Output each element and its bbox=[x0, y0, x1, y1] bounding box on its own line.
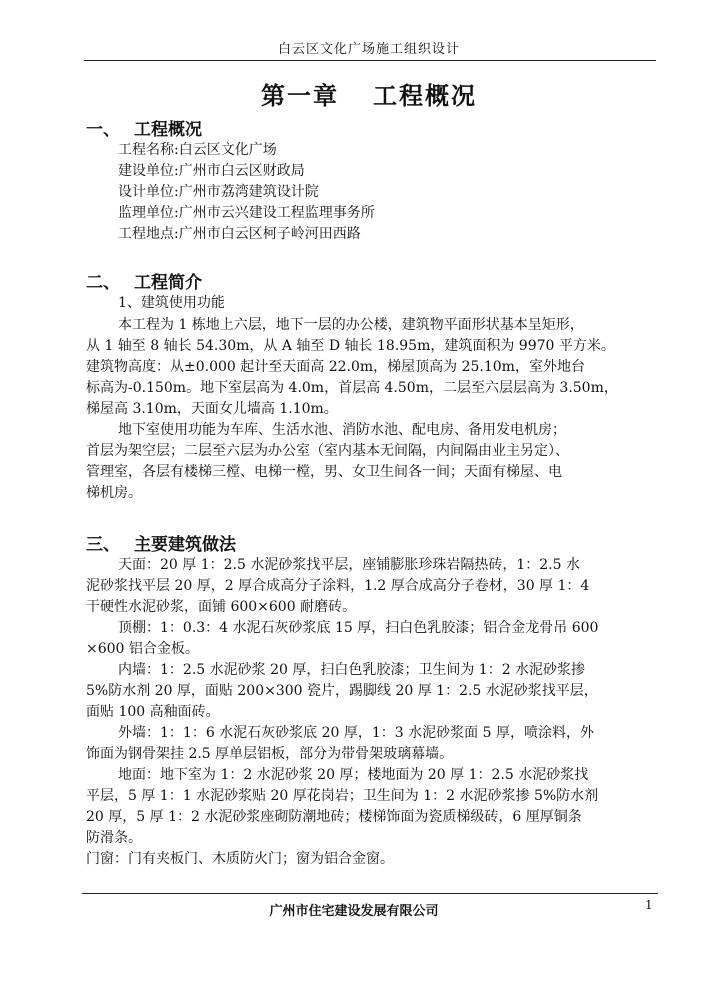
page-number: 1 bbox=[645, 898, 653, 912]
subheading: 1、建筑使用功能 bbox=[118, 295, 225, 311]
paragraph-line: 梯机房。 bbox=[86, 485, 142, 501]
paragraph-line: 标高为-0.150m。地下室层高为 4.0m，首层高 4.50m，二层至六层层高为 3.50m， bbox=[86, 380, 618, 396]
paragraph-line: 本工程为 1 栋地上六层，地下一层的办公楼，建筑物平面形状基本呈矩形， bbox=[118, 317, 584, 333]
paragraph-line: 梯屋高 3.10m，天面女儿墙高 1.10m。 bbox=[86, 401, 338, 417]
info-line: 监理单位:广州市云兴建设工程监理事务所 bbox=[118, 205, 375, 221]
paragraph-line: 泥砂浆找平层 20 厚，2 厚合成高分子涂料，1.2 厚合成高分子卷材，30 厚 1：4 bbox=[86, 578, 590, 594]
paragraph-line: 5%防水剂 20 厚，面贴 200×300 瓷片，踢脚线 20 厚 1：2.5 水泥砂浆找平层， bbox=[86, 683, 598, 699]
section-number: 二、 bbox=[86, 273, 120, 293]
section-title: 工程概况 bbox=[134, 120, 202, 140]
paragraph-line: 管理室，各层有楼梯三樘、电梯一樘，男、女卫生间各一间；天面有梯屋、电 bbox=[86, 464, 562, 480]
paragraph-line: 防滑条。 bbox=[86, 830, 142, 846]
paragraph-line: 饰面为钢骨架挂 2.5 厚单层铝板，部分为带骨架玻璃幕墙。 bbox=[86, 746, 454, 762]
chapter-name: 工程概况 bbox=[373, 81, 477, 110]
footer-rule bbox=[82, 893, 658, 894]
footer-company: 广州市住宅建设发展有限公司 bbox=[269, 904, 439, 919]
paragraph-line: 门窗：门有夹板门、木质防火门；窗为铝合金窗。 bbox=[86, 851, 394, 867]
info-line: 工程地点:广州市白云区柯子岭河田西路 bbox=[118, 226, 361, 242]
info-line: 建设单位:广州市白云区财政局 bbox=[118, 163, 305, 179]
paragraph-line: ×600 铝合金板。 bbox=[86, 641, 199, 657]
paragraph-line: 平层，5 厚 1：1 水泥砂浆贴 20 厚花岗岩；卫生间为 1：2 水泥砂浆掺 5%防水剂 bbox=[86, 788, 599, 804]
section-number: 三、 bbox=[86, 535, 120, 555]
paragraph-line: 20 厚，5 厚 1：2 水泥砂浆座砌防潮地砖；楼梯饰面为瓷质梯级砖，6 厘厚铜条 bbox=[86, 809, 582, 825]
info-line: 工程名称:白云区文化广场 bbox=[118, 142, 277, 158]
chapter-number: 第一章 bbox=[261, 81, 339, 110]
paragraph-line: 地面：地下室为 1：2 水泥砂浆 20 厚；楼地面为 20 厚 1：2.5 水泥砂浆找 bbox=[118, 767, 589, 783]
header-rule bbox=[84, 60, 656, 61]
paragraph-line: 首层为架空层；二层至六层为办公室（室内基本无间隔，内间隔由业主另定）、 bbox=[86, 443, 569, 459]
page-header: 白云区文化广场施工组织设计 bbox=[277, 42, 460, 57]
paragraph-line: 地下室使用功能为车库、生活水池、消防水池、配电房、备用发电机房； bbox=[118, 422, 566, 438]
section-heading-intro bbox=[86, 268, 202, 293]
section-title: 主要建筑做法 bbox=[134, 535, 236, 555]
paragraph-line: 干硬性水泥砂浆，面铺 600×600 耐磨砖。 bbox=[86, 599, 357, 615]
section-heading-construction bbox=[86, 530, 236, 555]
paragraph-line: 顶棚：1：0.3：4 水泥石灰砂浆底 15 厚，扫白色乳胶漆；铝合金龙骨吊 600 bbox=[118, 620, 599, 636]
paragraph-line: 内墙：1：2.5 水泥砂浆 20 厚，扫白色乳胶漆；卫生间为 1：2 水泥砂浆掺 bbox=[118, 662, 586, 678]
section-number: 一、 bbox=[86, 120, 120, 140]
section-heading-overview bbox=[86, 115, 202, 140]
section-title: 工程简介 bbox=[134, 273, 202, 293]
paragraph-line: 建筑物高度：从±0.000 起计至天面高 22.0m，梯屋顶高为 25.10m，室外地台 bbox=[86, 359, 585, 375]
paragraph-line: 天面：20 厚 1：2.5 水泥砂浆找平层，座铺膨胀珍珠岩隔热砖，1：2.5 水 bbox=[118, 557, 580, 573]
paragraph-line: 从 1 轴至 8 轴长 54.30m，从 A 轴至 D 轴长 18.95m，建筑面积为 9970 平方米。 bbox=[86, 338, 615, 354]
paragraph-line: 外墙：1：1：6 水泥石灰砂浆底 20 厚，1：3 水泥砂浆面 5 厚，喷涂料，外 bbox=[118, 725, 594, 741]
chapter-title bbox=[84, 76, 654, 111]
info-line: 设计单位:广州市荔湾建筑设计院 bbox=[118, 184, 319, 200]
paragraph-line: 面贴 100 高釉面砖。 bbox=[86, 704, 220, 720]
